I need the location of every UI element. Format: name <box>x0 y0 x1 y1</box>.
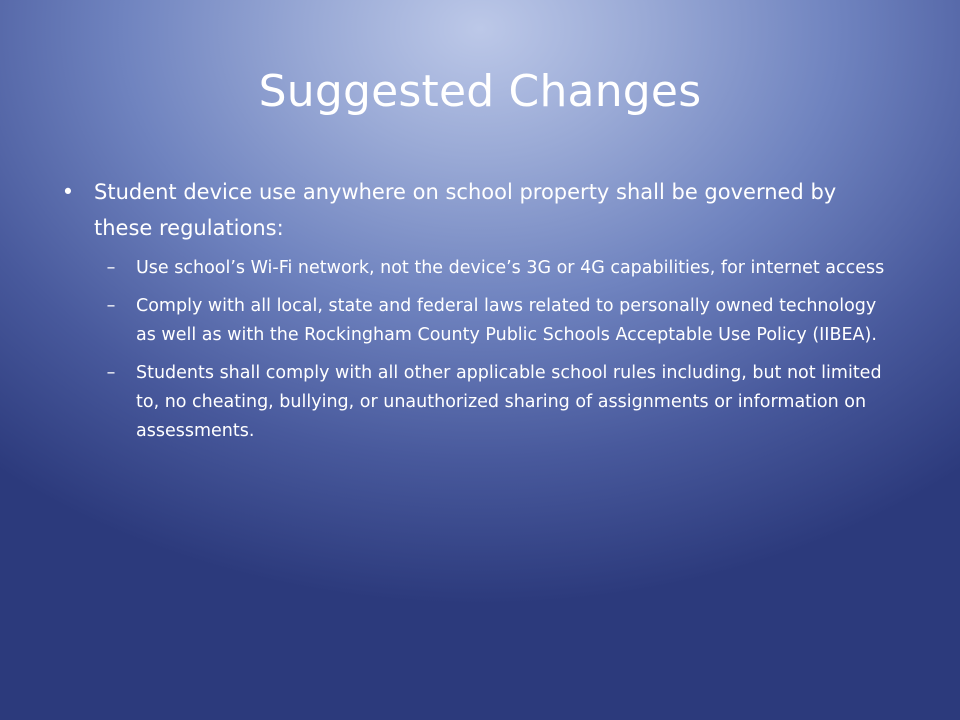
sub-bullet-wifi <box>58 254 898 283</box>
slide-title: Suggested Changes <box>258 66 702 117</box>
dash-icon: – <box>106 363 116 383</box>
bullet-dot-icon: • <box>61 180 75 204</box>
sub-bullet-text: Comply with all local, state and federal laws related to personally owned technology as well as with the Rockingham County Public Schools Acceptable Use Policy (IIBEA). <box>136 296 877 345</box>
sub-bullet-list <box>58 254 898 446</box>
main-bullet <box>58 174 898 246</box>
sub-bullet-laws <box>58 292 898 350</box>
sub-bullet-text: Students shall comply with all other applicable school rules including, but not limited to, no cheating, bullying, or unauthorized sharing of assignments or information on assessments. <box>136 363 882 441</box>
slide-body <box>58 174 898 455</box>
sub-bullet-text: Use school’s Wi-Fi network, not the device’s 3G or 4G capabilities, for internet access <box>136 258 885 278</box>
main-bullet-text: Student device use anywhere on school property shall be governed by these regulations: <box>94 180 837 240</box>
dash-icon: – <box>106 258 116 278</box>
sub-bullet-rules <box>58 359 898 446</box>
dash-icon: – <box>106 296 116 316</box>
